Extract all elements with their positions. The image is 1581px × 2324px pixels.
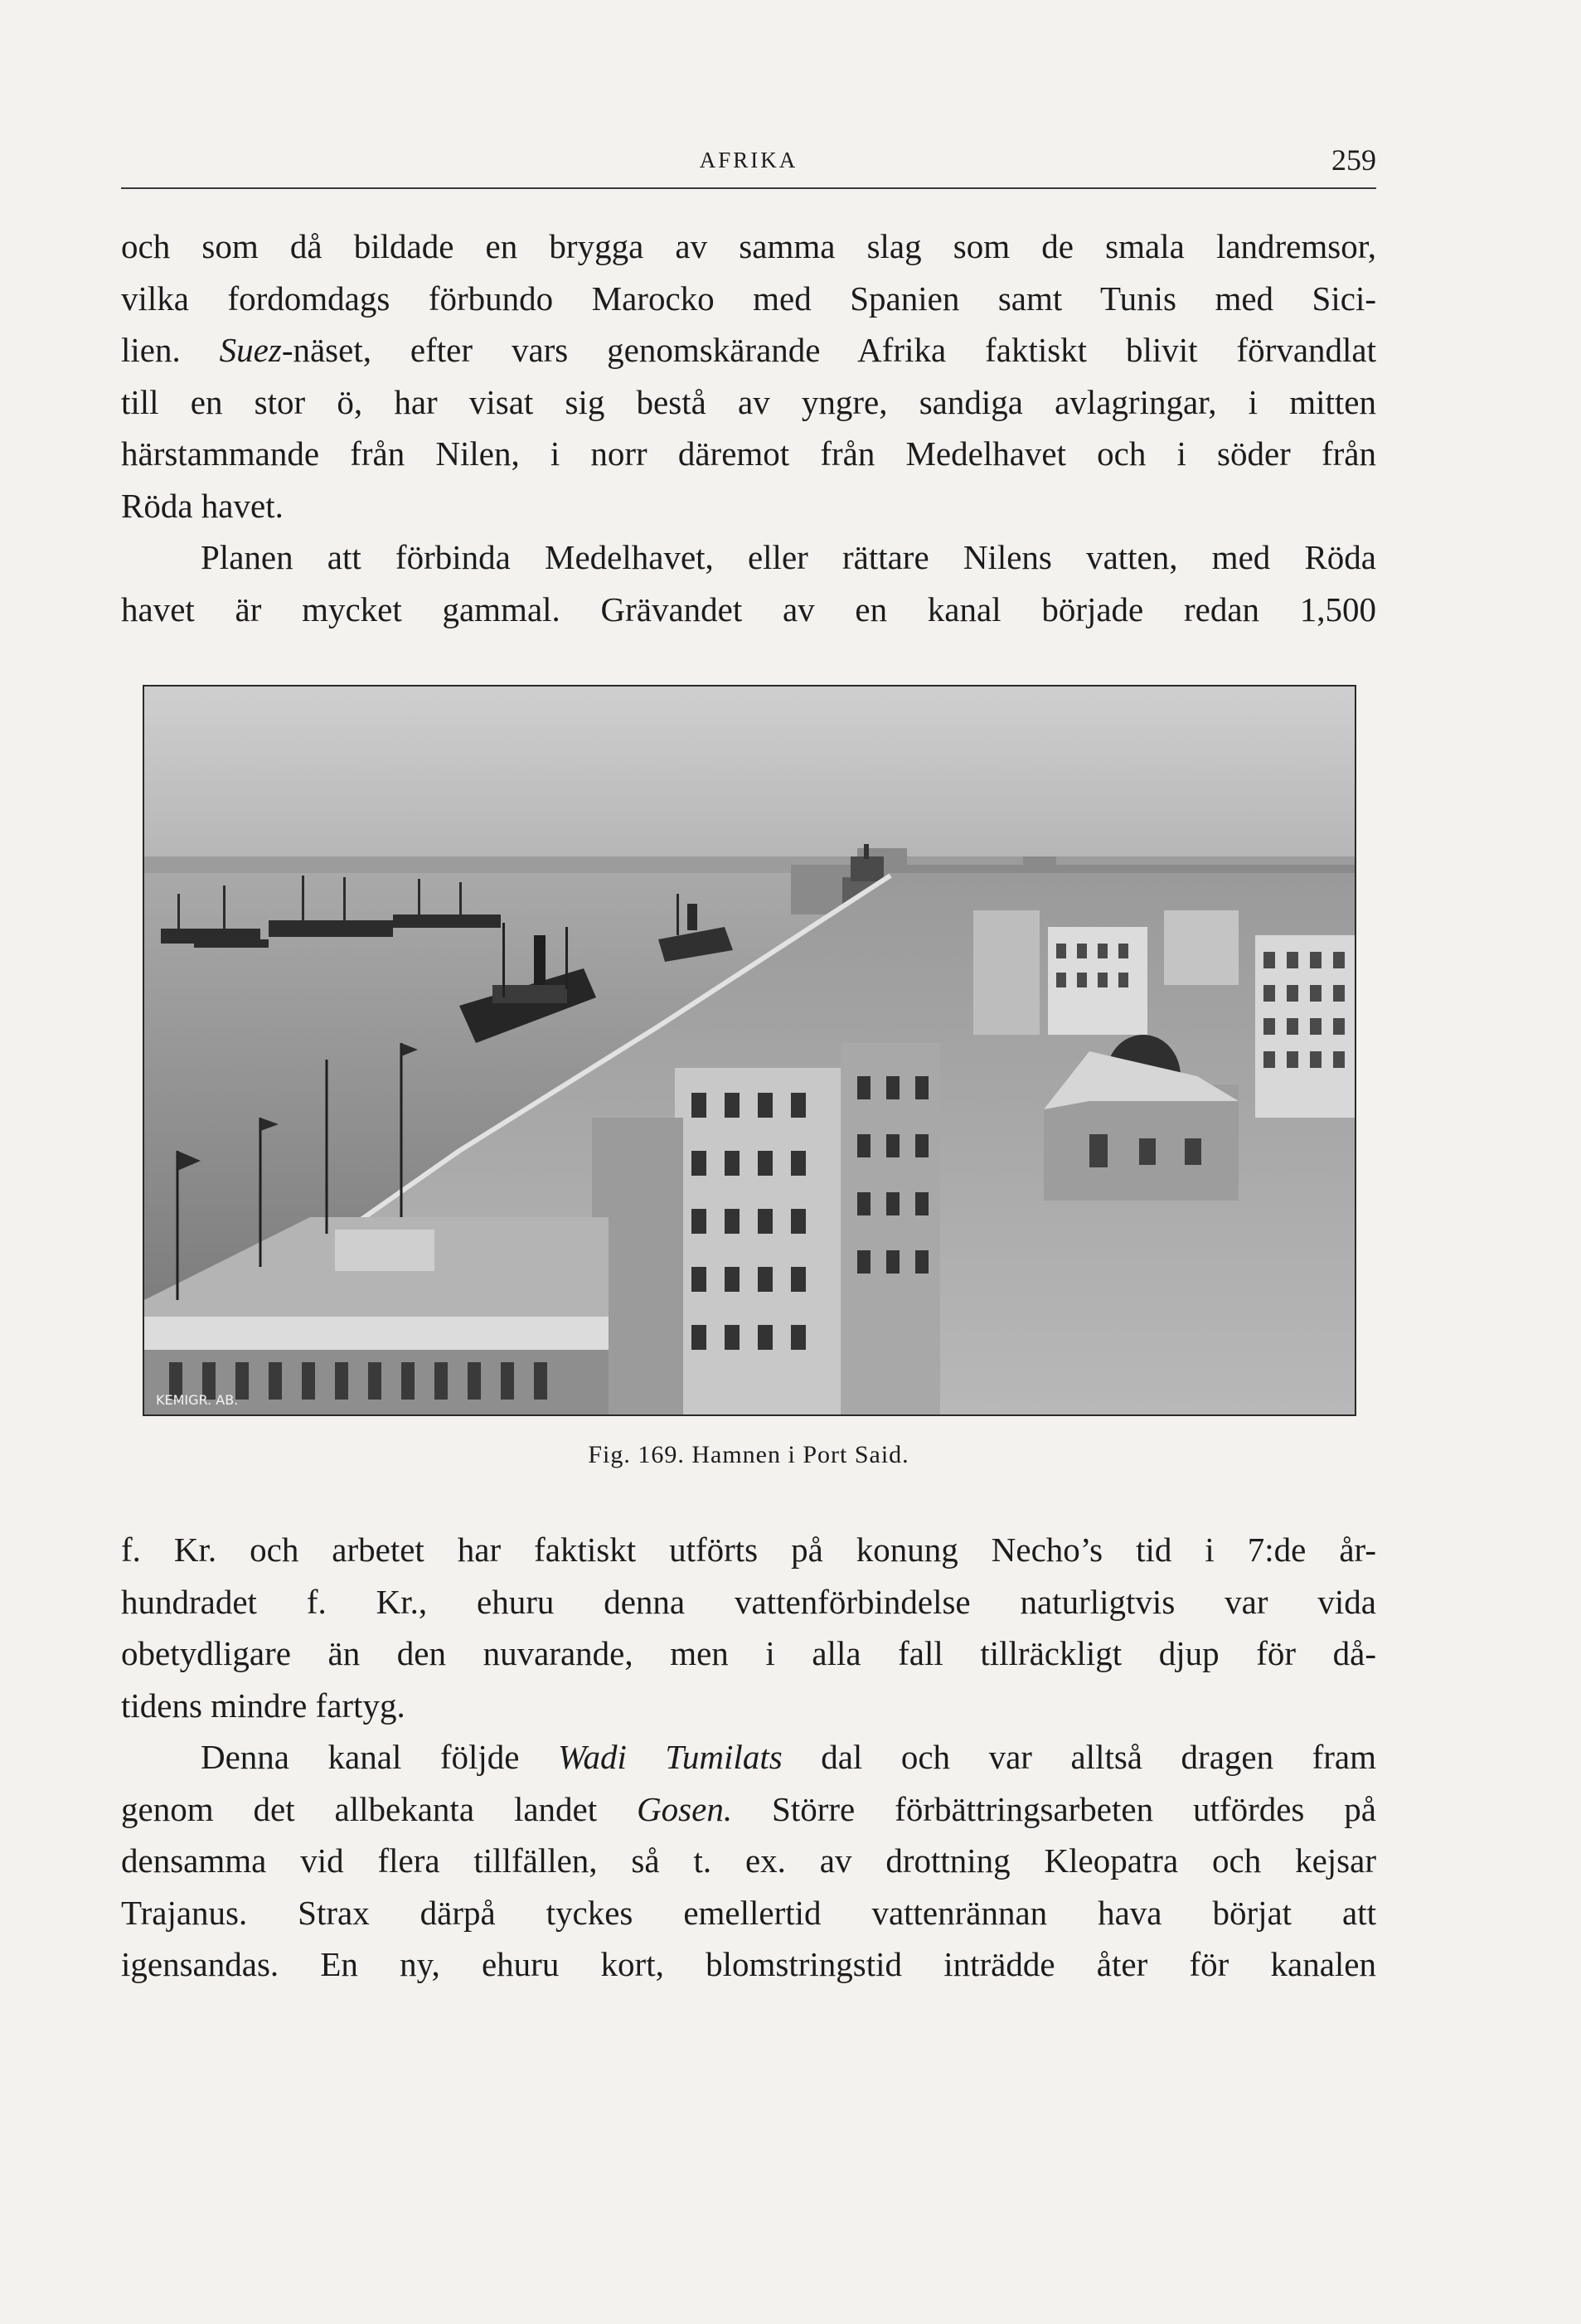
text-line: hundradet f. Kr., ehuru denna vattenförbindelse naturligtvis var vida [121, 1582, 1376, 1621]
italic-place-name: Gosen. [637, 1789, 733, 1828]
text-line [121, 1731, 1376, 1783]
text-fragment: dal och var alltså dragen fram [821, 1738, 1377, 1776]
running-head [121, 143, 1376, 189]
text-line: tidens mindre fartyg. [121, 1686, 405, 1725]
text-line: Trajanus. Strax därpå tyckes emellertid vattenrännan hava börjat att [121, 1893, 1376, 1932]
running-title: AFRIKA [699, 148, 798, 172]
text-fragment: -näset, efter vars genomskärande Afrika faktiskt blivit förvandlat [281, 331, 1376, 369]
text-fragment: Större förbättringsarbeten utfördes på [772, 1789, 1377, 1828]
text-line: obetydligare än den nuvarande, men i alla fall tillräckligt djup för då- [121, 1634, 1376, 1672]
text-line: densamma vid flera tillfällen, så t. ex. av drottning Kleopatra och kejsar [121, 1841, 1376, 1880]
text-line [121, 1783, 1376, 1836]
text-line: vilka fordomdags förbundo Marocko med Spanien samt Tunis med Sici- [121, 279, 1376, 318]
figure-caption: Fig. 169. Hamnen i Port Said. [588, 1441, 909, 1468]
text-line: f. Kr. och arbetet har faktiskt utförts på konung Necho’s tid i 7:de år- [121, 1531, 1376, 1569]
italic-place-name: Wadi Tumilats [558, 1738, 783, 1776]
text-fragment: genom det allbekanta landet [121, 1789, 598, 1828]
text-line: till en stor ö, har visat sig bestå av yngre, sandiga avlagringar, i mitten [121, 382, 1376, 421]
harbor-photo-illustration [144, 687, 1355, 1414]
text-fragment: Denna kanal följde [201, 1738, 520, 1776]
body-text-bottom [121, 1524, 1376, 1991]
body-text-top [121, 221, 1376, 635]
text-line: härstammande från Nilen, i norr däremot från Medelhavet och i söder från [121, 434, 1376, 473]
text-line: Röda havet. [121, 486, 284, 525]
sky [144, 687, 1355, 877]
text-line: havet är mycket gammal. Grävandet av en kanal började redan 1,500 [121, 589, 1376, 628]
text-line: igensandas. En ny, ehuru kort, blomstringstid inträdde åter för kanalen [121, 1945, 1376, 1983]
printer-imprint: KEMIGR. AB. [156, 1392, 239, 1408]
italic-place-name: Suez [219, 331, 282, 369]
text-line [121, 324, 1376, 376]
text-line: och som då bildade en brygga av samma slag som de smala landremsor, [121, 227, 1376, 265]
page-number: 259 [1331, 143, 1376, 177]
harbor-photograph [143, 685, 1356, 1416]
text-fragment: lien. [121, 331, 181, 369]
text-line: Planen att förbinda Medelhavet, eller rättare Nilens vatten, med Röda [201, 538, 1376, 576]
